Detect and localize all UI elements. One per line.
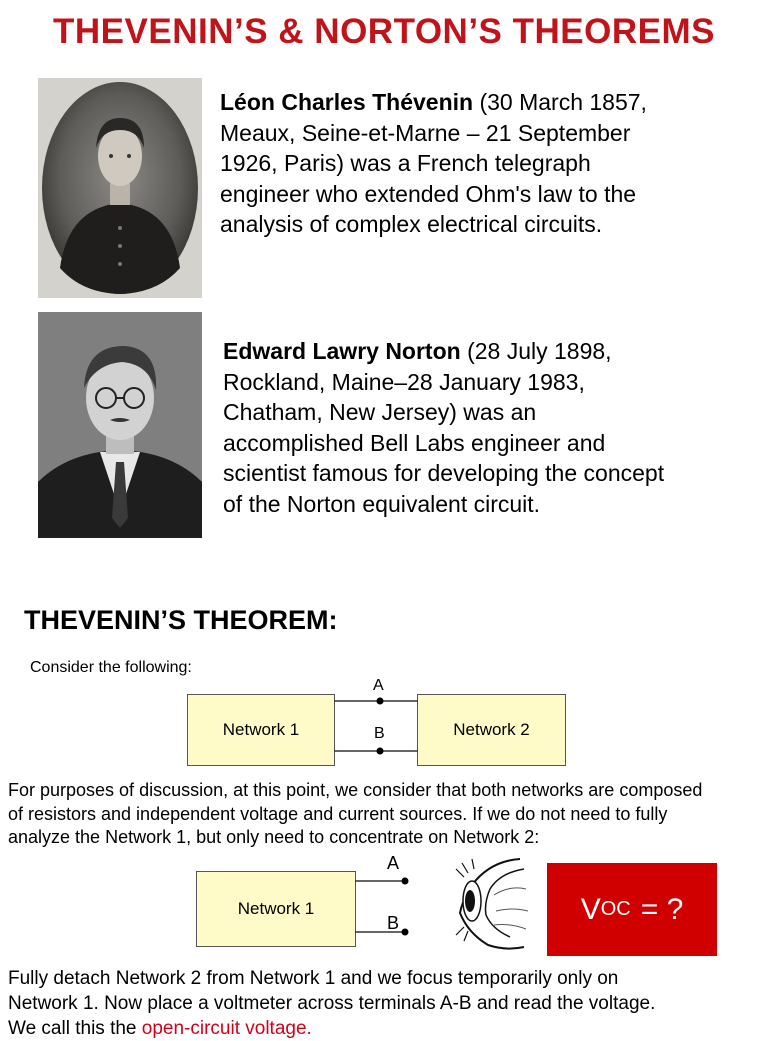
text-line: We call this the open-circuit voltage. bbox=[8, 1018, 312, 1039]
terminal-a-label: A bbox=[373, 677, 384, 694]
voc-sub: OC bbox=[600, 898, 631, 920]
text-line: Fully detach Network 2 from Network 1 and we focus temporarily only on bbox=[8, 968, 619, 989]
text-line: Network 1. Now place a voltmeter across terminals A-B and read the voltage. bbox=[8, 993, 656, 1014]
consider-text: Consider the following: bbox=[30, 659, 192, 676]
bio-line: scientist famous for developing the concept bbox=[223, 460, 665, 487]
norton-bio bbox=[223, 336, 753, 520]
text-line: For purposes of discussion, at this point, we consider that both networks are composed bbox=[8, 780, 703, 800]
voc-rest: = ? bbox=[640, 892, 684, 926]
terminal-b-label-2: B bbox=[387, 913, 400, 933]
network1-box: Network 1 bbox=[187, 694, 335, 766]
highlight-term: open-circuit voltage. bbox=[141, 1018, 312, 1039]
bio-line: engineer who extended Ohm's law to the bbox=[220, 180, 637, 207]
norton-portrait bbox=[38, 312, 202, 538]
bio-line: Léon Charles Thévenin (30 March 1857, bbox=[220, 89, 647, 115]
thevenin-name: Léon Charles Thévenin bbox=[220, 89, 474, 115]
bio-line: Edward Lawry Norton (28 July 1898, bbox=[223, 338, 612, 364]
bio-line: of the Norton equivalent circuit. bbox=[223, 490, 541, 517]
text-line: of resistors and independent voltage and current sources. If we do not need to fully bbox=[8, 803, 668, 824]
paragraph-1 bbox=[8, 779, 764, 850]
page-title: THEVENIN’S & NORTON’S THEOREMS bbox=[53, 12, 715, 51]
voc-main: V bbox=[580, 892, 601, 926]
thevenin-bio bbox=[220, 87, 750, 240]
bio-line: Chatham, New Jersey) was an bbox=[223, 399, 537, 426]
thevenin-portrait bbox=[38, 78, 202, 298]
norton-name: Edward Lawry Norton bbox=[223, 338, 461, 364]
paragraph-2 bbox=[8, 966, 764, 1041]
text-line: analyze the Network 1, but only need to concentrate on Network 2: bbox=[8, 827, 540, 847]
diagram2-wires bbox=[355, 868, 411, 948]
terminal-a-label-2: A bbox=[387, 853, 400, 873]
terminal-b-label: B bbox=[374, 725, 385, 742]
bio-line: Meaux, Seine-et-Marne – 21 September bbox=[220, 119, 631, 146]
network1-box-detached: Network 1 bbox=[196, 871, 356, 947]
eye-icon bbox=[450, 855, 534, 951]
network2-box: Network 2 bbox=[417, 694, 566, 766]
bio-line: analysis of complex electrical circuits. bbox=[220, 211, 603, 238]
section-heading: THEVENIN’S THEOREM: bbox=[24, 605, 338, 635]
bio-line: accomplished Bell Labs engineer and bbox=[223, 429, 606, 456]
bio-line: 1926, Paris) was a French telegraph bbox=[220, 150, 591, 177]
bio-line: Rockland, Maine–28 January 1983, bbox=[223, 368, 585, 395]
voc-box bbox=[547, 863, 717, 956]
